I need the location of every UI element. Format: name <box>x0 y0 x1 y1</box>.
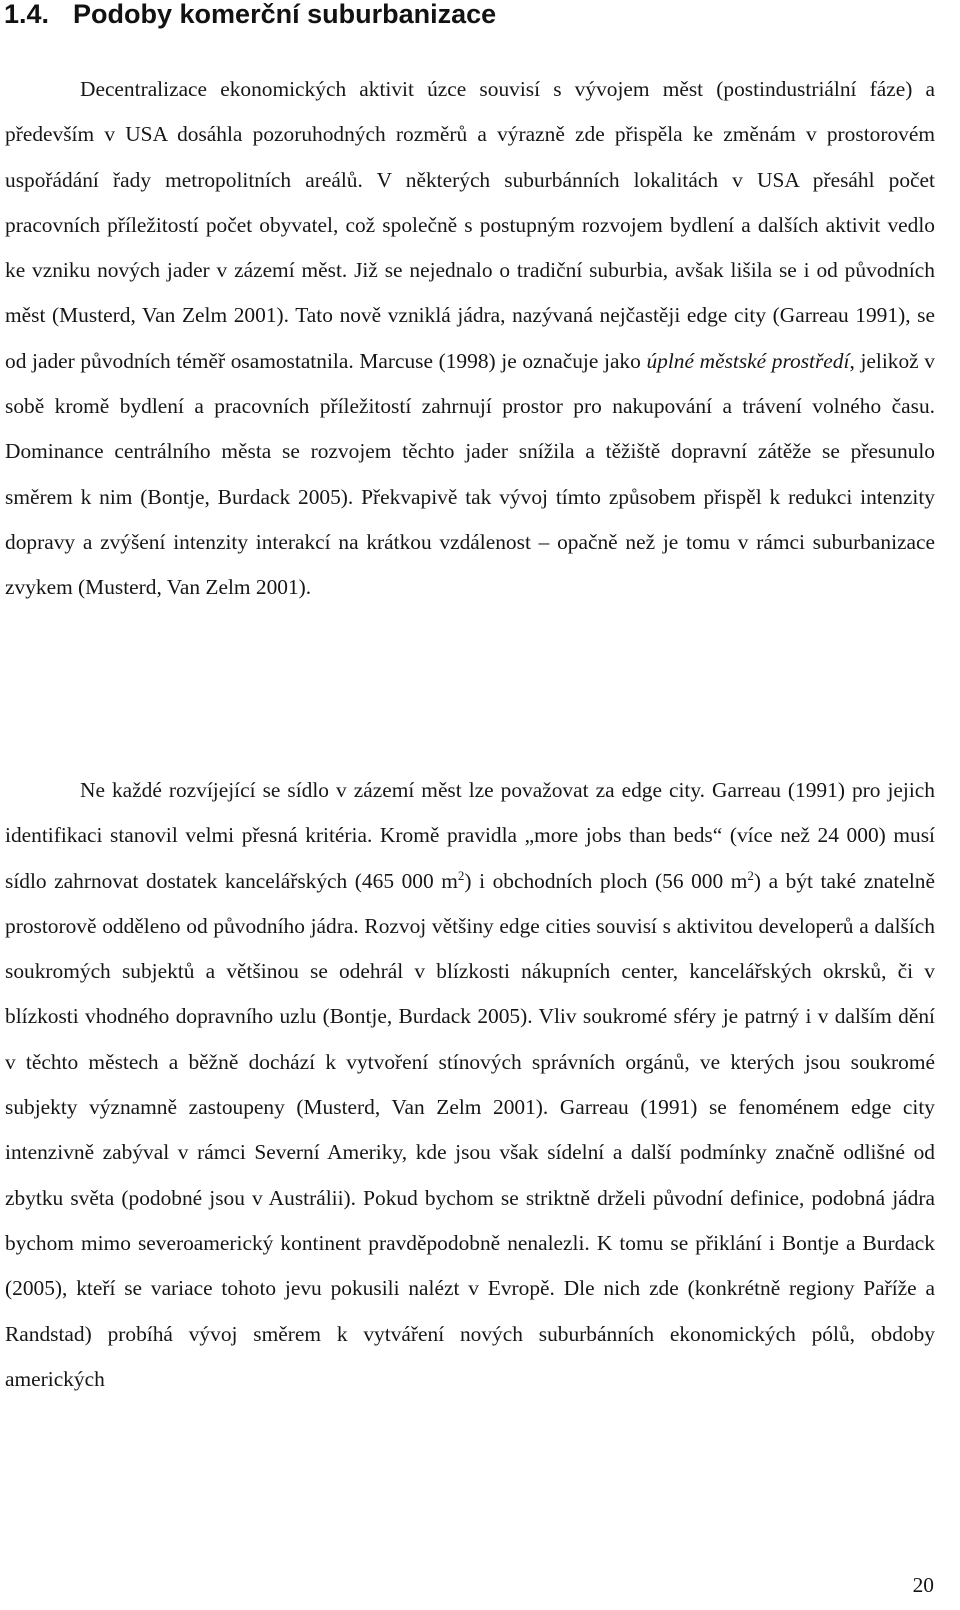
paragraph-2-text-a: Ne každé rozvíjející se sídlo v zázemí měst lze považovat za edge city. Garreau (1991) pro jejich identifikaci stanovil velmi přesná kritéria. Kromě pravidla „more jobs than beds“ (více než 24 000) musí sídlo zahrnovat dostatek kancelářských (465 000 m <box>5 778 935 893</box>
paragraph-1-italic-term: úplné městské prostředí <box>646 348 850 373</box>
superscript-exponent: 2 <box>457 867 465 883</box>
paragraph-2-text-c: ) a být také znatelně prostorově odděleno od původního jádra. Rozvoj většiny edge cities souvisí s aktivitou developerů a dalších soukromých subjektů a většinou se odehrál v blízkosti nákupních center, kancelářských okrsků, či v blízkosti vhodného dopravního uzlu (Bontje, Burdack 2005). Vliv soukromé sféry je patrný i v dalším dění v těchto městech a běžně dochází k vytvoření stínových správních orgánů, ve kterých jsou soukromé subjekty významně zastoupeny (Musterd, Van Zelm 2001). Garreau (1991) se fenoménem edge city intenzivně zabýval v rámci Severní Ameriky, kde jsou však sídelní a další podmínky značně odlišné od zbytku světa (podobné jsou v Austrálii). Pokud bychom se striktně drželi původní definice, podobná jádra bychom mimo severoamerický kontinent pravděpodobně nenalezli. K tomu se přiklání i Bontje a Burdack (2005), kteří se variace tohoto jevu pokusili nalézt v Evropě. Dle nich zde (konkrétně regiony Paříže a Randstad) probíhá vývoj směrem k vytváření nových suburbánních ekonomických pólů, obdoby amerických <box>5 868 935 1391</box>
section-heading <box>4 0 944 34</box>
paragraph-1-text-b: , jelikož v sobě kromě bydlení a pracovních příležitostí zahrnují prostor pro nakupování a trávení volného času. Dominance centrálního města se rozvojem těchto jader snížila a těžiště dopravní zátěže se přesunulo směrem k nim (Bontje, Burdack 2005). Překvapivě tak vývoj tímto způsobem přispěl k redukci intenzity dopravy a zvýšení intenzity interakcí na krátkou vzdálenost – opačně než je tomu v rámci suburbanizace zvykem (Musterd, Van Zelm 2001). <box>5 348 935 600</box>
superscript-exponent: 2 <box>747 867 754 883</box>
paragraph-2-text-b: ) i obchodních ploch (56 000 m <box>464 868 748 893</box>
body-paragraph-1 <box>5 67 935 611</box>
body-paragraph-2 <box>5 768 935 1402</box>
section-number: 1.4. <box>4 0 50 29</box>
paragraph-1-text-a: Decentralizace ekonomických aktivit úzce souvisí s vývojem měst (postindustriální fáze) a především v USA dosáhla pozoruhodných rozměrů a výrazně zde přispěla ke změnám v prostorovém uspořádání řady metropolitních areálů. V některých suburbánních lokalitách v USA přesáhl počet pracovních příležitostí počet obyvatel, což společně s postupným rozvojem bydlení a dalších aktivit vedlo ke vzniku nových jader v zázemí měst. Již se nejednalo o tradiční suburbia, avšak lišila se i od původních měst (Musterd, Van Zelm 2001). Tato nově vzniklá jádra, nazývaná nejčastěji edge city (Garreau 1991), se od jader původních téměř osamostatnila. Marcuse (1998) je označuje jako <box>5 77 935 373</box>
page-number: 20 <box>912 1573 934 1597</box>
section-title: Podoby komerční suburbanizace <box>73 0 497 29</box>
